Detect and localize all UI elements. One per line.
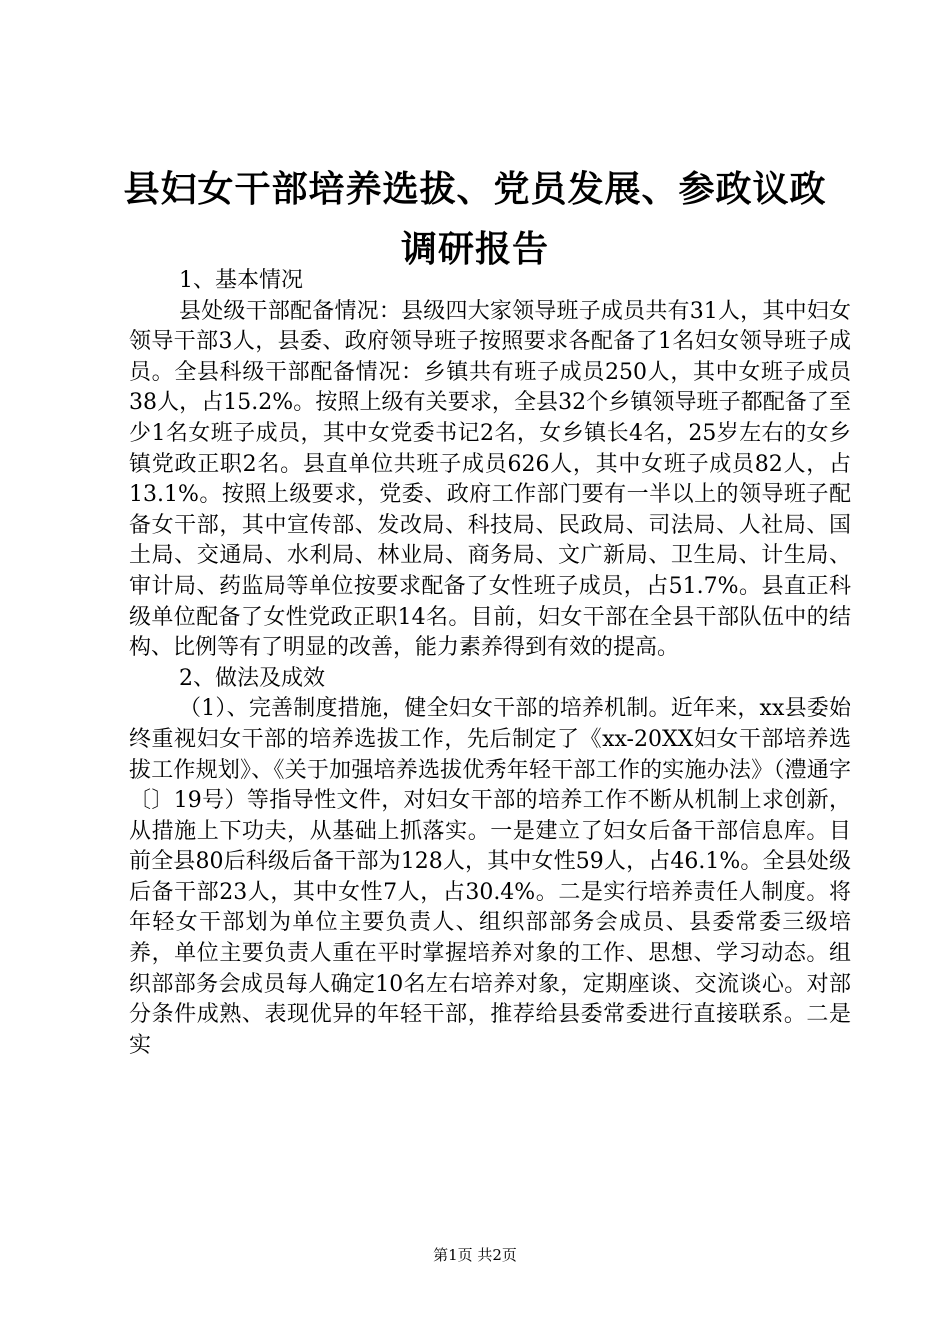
section-heading-basic-situation: 1、基本情况: [179, 268, 303, 293]
section-heading-practices-results: 2、做法及成效: [179, 665, 325, 691]
document-body: [129, 266, 851, 1061]
page-number-footer: 第1页 共2页: [433, 1246, 517, 1264]
document-title: 县妇女干部培养选拔、党员发展、参政议政调研报告: [123, 169, 827, 270]
section-paragraph-basic-situation: 县处级干部配备情况：县级四大家领导班子成员共有31人，其中妇女领导干部3人，县委、政府领导班子按照要求各配备了1名妇女领导班子成员。全县科级干部配备情况：乡镇共有班子成员250人，其中女班子成员38人，占15.2%。按照上级有关要求，全县32个乡镇领导班子都配备了至少1名女班子成员，其中女党委书记2名，女乡镇长4名，25岁左右的女乡镇党政正职2名。县直单位共班子成员626人，其中女班子成员82人，占13.1%。按照上级要求，党委、政府工作部门要有一半以上的领导班子配备女干部，其中宣传部、发改局、科技局、民政局、司法局、人社局、国土局、交通局、水利局、林业局、商务局、文广新局、卫生局、计生局、审计局、药监局等单位按要求配备了女性班子成员，占51.7%。县直正科级单位配备了女性党政正职14名。目前，妇女干部在全县干部队伍中的结构、比例等有了明显的改善，能力素养得到有效的提高。: [129, 298, 851, 661]
section-paragraph-practices-results: （1）、完善制度措施，健全妇女干部的培养机制。近年来，xx县委始终重视妇女干部的培养选拔工作，先后制定了《xx-20XX妇女干部培养选拔工作规划》、《关于加强培养选拔优秀年轻干部工作的实施办法》（澧通字〔〕19号）等指导性文件，对妇女干部的培养工作不断从机制上求创新，从措施上下功夫，从基础上抓落实。一是建立了妇女后备干部信息库。目前全县80后科级后备干部为128人，其中女性59人，占46.1%。全县处级后备干部23人，其中女性7人，占30.4%。二是实行培养责任人制度。将年轻女干部划为单位主要负责人、组织部部务会成员、县委常委三级培养，单位主要负责人重在平时掌握培养对象的工作、思想、学习动态。组织部部务会成员每人确定10名左右培养对象，定期座谈、交流谈心。对部分条件成熟、表现优异的年轻干部，推荐给县委常委进行直接联系。二是实: [129, 696, 851, 1058]
